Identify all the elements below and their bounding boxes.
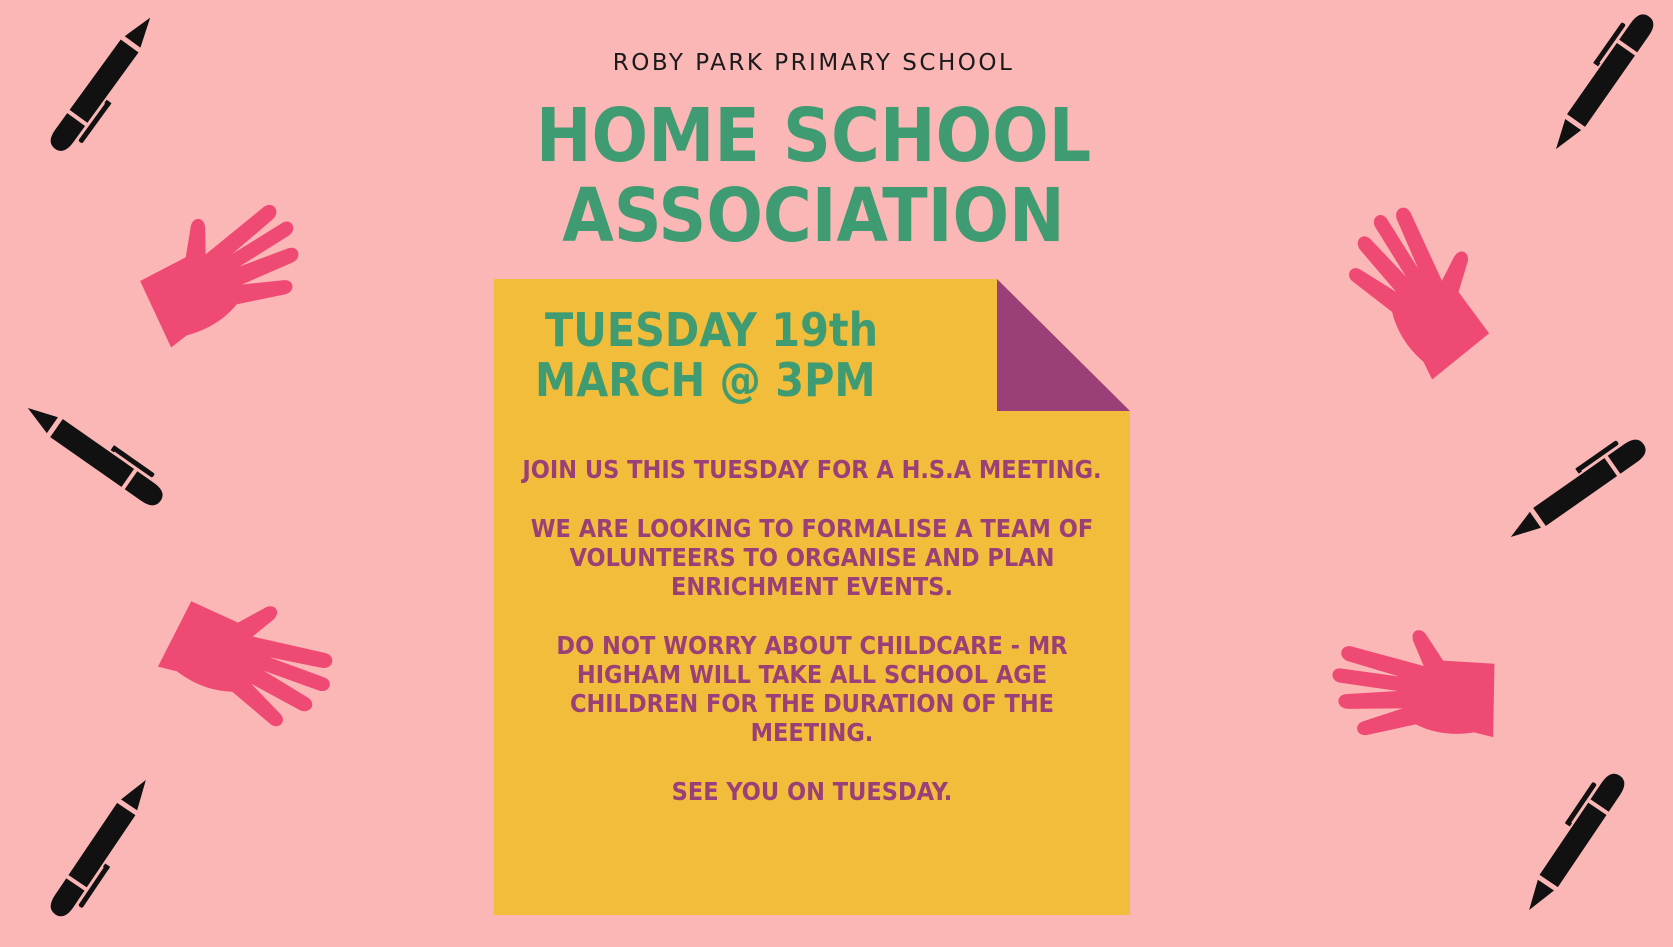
title-line-1: HOME SCHOOL bbox=[535, 93, 1092, 179]
pen-icon bbox=[1515, 762, 1635, 922]
title-line-2: ASSOCIATION bbox=[562, 173, 1065, 259]
school-name: ROBY PARK PRIMARY SCHOOL bbox=[612, 50, 1015, 76]
meeting-date bbox=[535, 305, 935, 405]
paragraph-volunteers: WE ARE LOOKING TO FORMALISE A TEAM OF VOLUNTEERS TO ORGANISE AND PLAN ENRICHMENT EVENTS. bbox=[530, 514, 1094, 601]
paragraph-see-you: SEE YOU ON TUESDAY. bbox=[671, 777, 953, 806]
note-body bbox=[514, 455, 1110, 836]
pen-icon bbox=[1500, 430, 1660, 560]
pen-icon bbox=[10, 395, 170, 515]
hand-icon bbox=[1325, 605, 1515, 765]
hand-icon bbox=[152, 570, 342, 740]
note-folded-corner bbox=[997, 279, 1130, 411]
page-title bbox=[0, 93, 1627, 259]
paragraph-childcare: DO NOT WORRY ABOUT CHILDCARE - MR HIGHAM WILL TAKE ALL SCHOOL AGE CHILDREN FOR THE DURATION OF THE MEETING. bbox=[556, 631, 1068, 747]
pen-icon bbox=[40, 768, 160, 928]
paragraph-join: JOIN US THIS TUESDAY FOR A H.S.A MEETING. bbox=[522, 455, 1102, 484]
date-line-2: MARCH @ 3PM bbox=[535, 353, 876, 407]
date-line-1: TUESDAY 19th bbox=[545, 303, 879, 357]
